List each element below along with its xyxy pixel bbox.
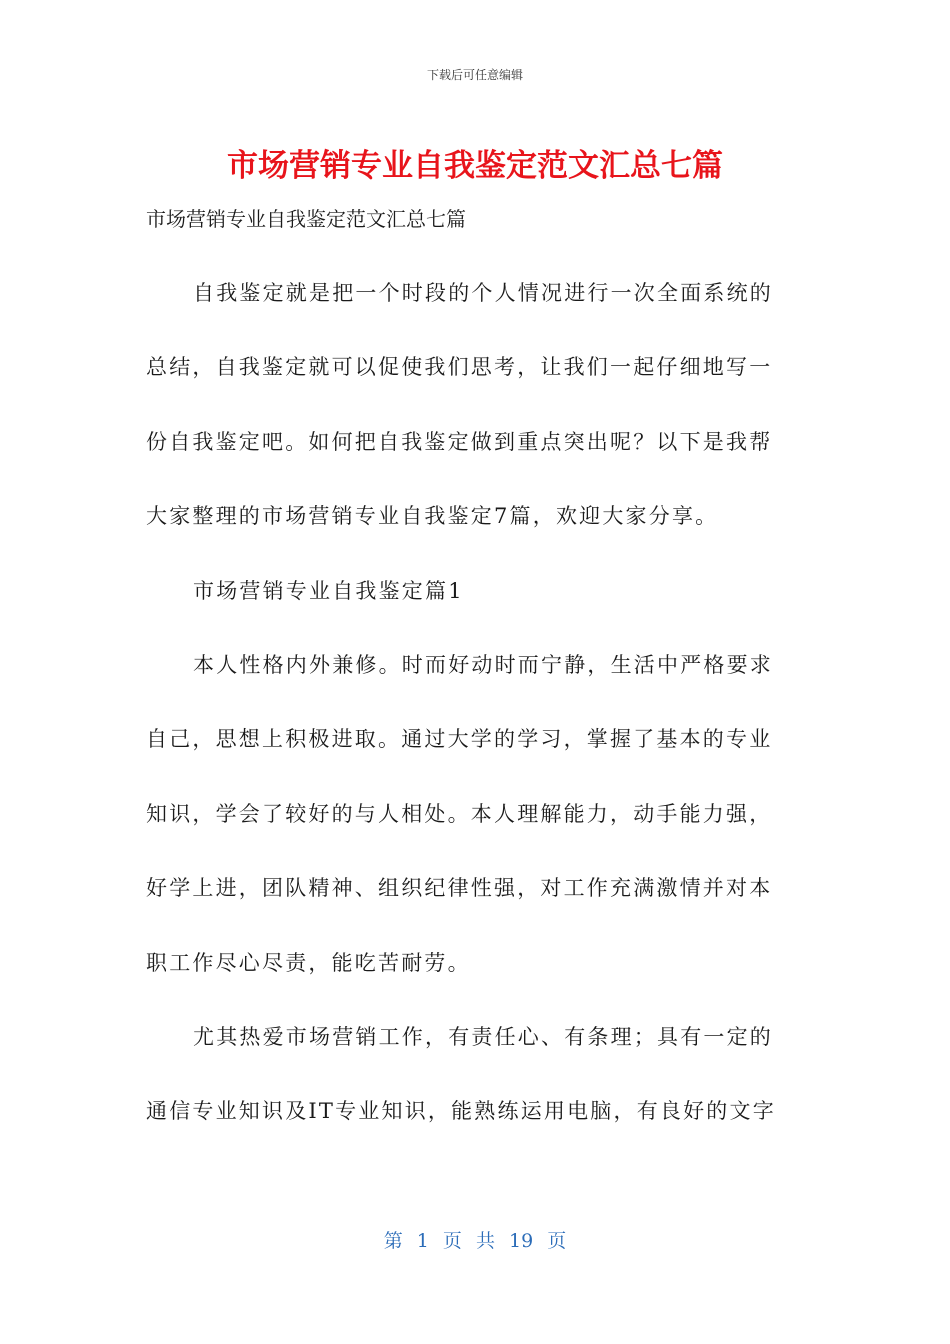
document-body <box>146 275 806 1168</box>
document-subtitle: 市场营销专业自我鉴定范文汇总七篇 <box>146 207 466 231</box>
document-title: 市场营销专业自我鉴定范文汇总七篇 <box>227 148 723 184</box>
paragraph-line: 本人性格内外兼修。时而好动时而宁静，生活中严格要求 <box>193 652 773 677</box>
paragraph-line: 份自我鉴定吧。如何把自我鉴定做到重点突出呢？以下是我帮 <box>146 429 773 454</box>
section-heading: 市场营销专业自我鉴定篇1 <box>193 578 464 603</box>
paragraph-line: 通信专业知识及IT专业知识，能熟练运用电脑，有良好的文字 <box>146 1099 776 1124</box>
paragraph-line: 自我鉴定就是把一个时段的个人情况进行一次全面系统的 <box>193 281 773 305</box>
paragraph-line: 大家整理的市场营销专业自我鉴定7篇，欢迎大家分享。 <box>146 504 719 529</box>
paragraph-line: 好学上进，团队精神、组织纪律性强，对工作充满激情并对本 <box>146 876 773 901</box>
paragraph-line: 知识，学会了较好的与人相处。本人理解能力，动手能力强， <box>146 801 773 826</box>
paragraph-line: 自己，思想上积极进取。通过大学的学习，掌握了基本的专业 <box>146 727 773 752</box>
page-number-footer: 第 1 页 共 19 页 <box>383 1230 567 1252</box>
paragraph-line: 职工作尽心尽责，能吃苦耐劳。 <box>146 950 471 975</box>
paragraph-line: 尤其热爱市场营销工作，有责任心、有条理；具有一定的 <box>193 1024 773 1049</box>
header-note: 下载后可任意编辑 <box>426 68 523 82</box>
paragraph-line: 总结，自我鉴定就可以促使我们思考，让我们一起仔细地写一 <box>146 355 773 380</box>
